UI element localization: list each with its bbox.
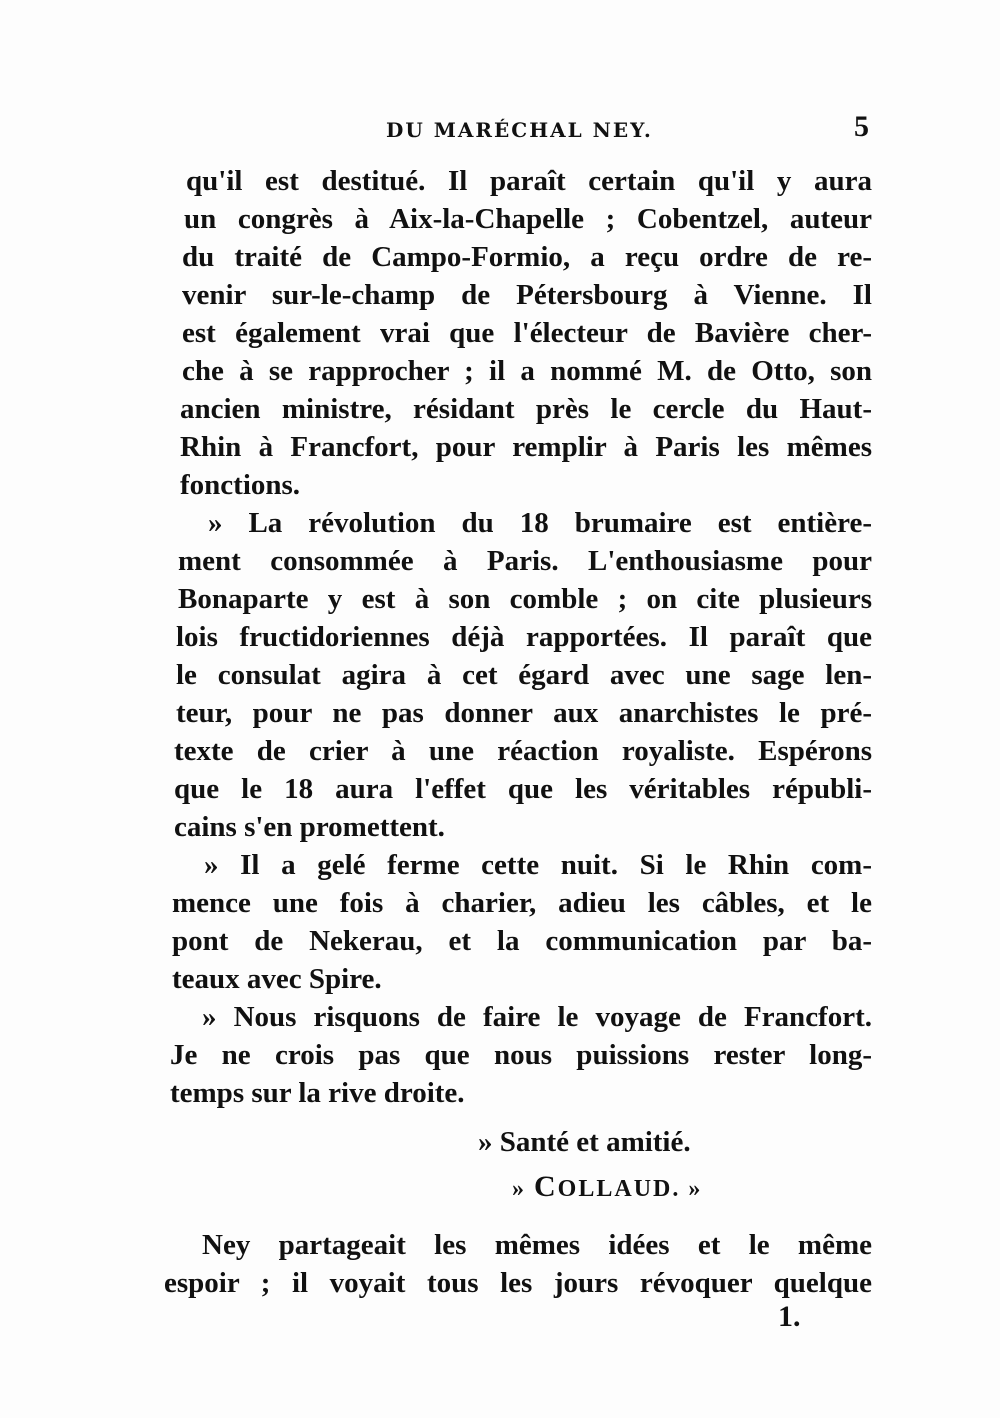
running-title: DU MARÉCHAL NEY. [386, 118, 653, 142]
text-line: Bonaparte y est à son comble ; on cite plusieurs [178, 583, 872, 615]
text-line: fonctions. [180, 469, 301, 501]
text-line: » La révolution du 18 brumaire est entière- [208, 507, 872, 539]
text-line: Je ne crois pas que nous puissions rester long- [170, 1039, 872, 1071]
signature [512, 1170, 702, 1204]
text-line: venir sur-le-champ de Pétersbourg à Vienne. Il [182, 279, 872, 311]
running-head [0, 110, 1000, 150]
text-line: teaux avec Spire. [172, 963, 382, 995]
text-line: ancien ministre, résidant près le cercle du Haut- [180, 393, 872, 425]
text-line: cains s'en promettent. [174, 811, 445, 843]
text-line: pont de Nekerau, et la communication par ba- [172, 925, 872, 957]
text-line: est également vrai que l'électeur de Bavière cher- [182, 317, 872, 349]
text-line: temps sur la rive droite. [170, 1077, 465, 1109]
text-line: » Nous risquons de faire le voyage de Francfort. [202, 1001, 872, 1033]
signature-initial: C [534, 1170, 558, 1203]
text-line: che à se rapprocher ; il a nommé M. de Otto, son [182, 355, 872, 387]
text-line: Rhin à Francfort, pour remplir à Paris les mêmes [180, 431, 872, 463]
text-line: espoir ; il voyait tous les jours révoquer quelque [164, 1267, 872, 1299]
signature-name: OLLAUD. [557, 1176, 681, 1202]
signature-close-quote: » [688, 1176, 703, 1202]
text-line: que le 18 aura l'effet que les véritables républi- [174, 773, 872, 805]
closing-salutation: » Santé et amitié. [478, 1126, 691, 1158]
text-line: lois fructidoriennes déjà rapportées. Il paraît que [176, 621, 872, 653]
signature-mark: 1. [778, 1300, 801, 1333]
text-line: qu'il est destitué. Il paraît certain qu'il y aura [186, 165, 872, 197]
text-line: le consulat agira à cet égard avec une sage len- [176, 659, 872, 691]
text-line: texte de crier à une réaction royaliste. Espérons [174, 735, 872, 767]
text-line: ment consommée à Paris. L'enthousiasme pour [178, 545, 872, 577]
text-line: Ney partageait les mêmes idées et le même [202, 1229, 872, 1261]
text-line: mence une fois à charier, adieu les câbles, et le [172, 887, 872, 919]
text-line: » Il a gelé ferme cette nuit. Si le Rhin com- [204, 849, 872, 881]
text-line: du traité de Campo-Formio, a reçu ordre de re- [182, 241, 872, 273]
signature-open-quote: » [512, 1176, 526, 1202]
text-line: un congrès à Aix-la-Chapelle ; Cobentzel, auteur [184, 203, 872, 235]
page-number: 5 [854, 110, 869, 143]
text-line: teur, pour ne pas donner aux anarchistes le pré- [176, 697, 872, 729]
